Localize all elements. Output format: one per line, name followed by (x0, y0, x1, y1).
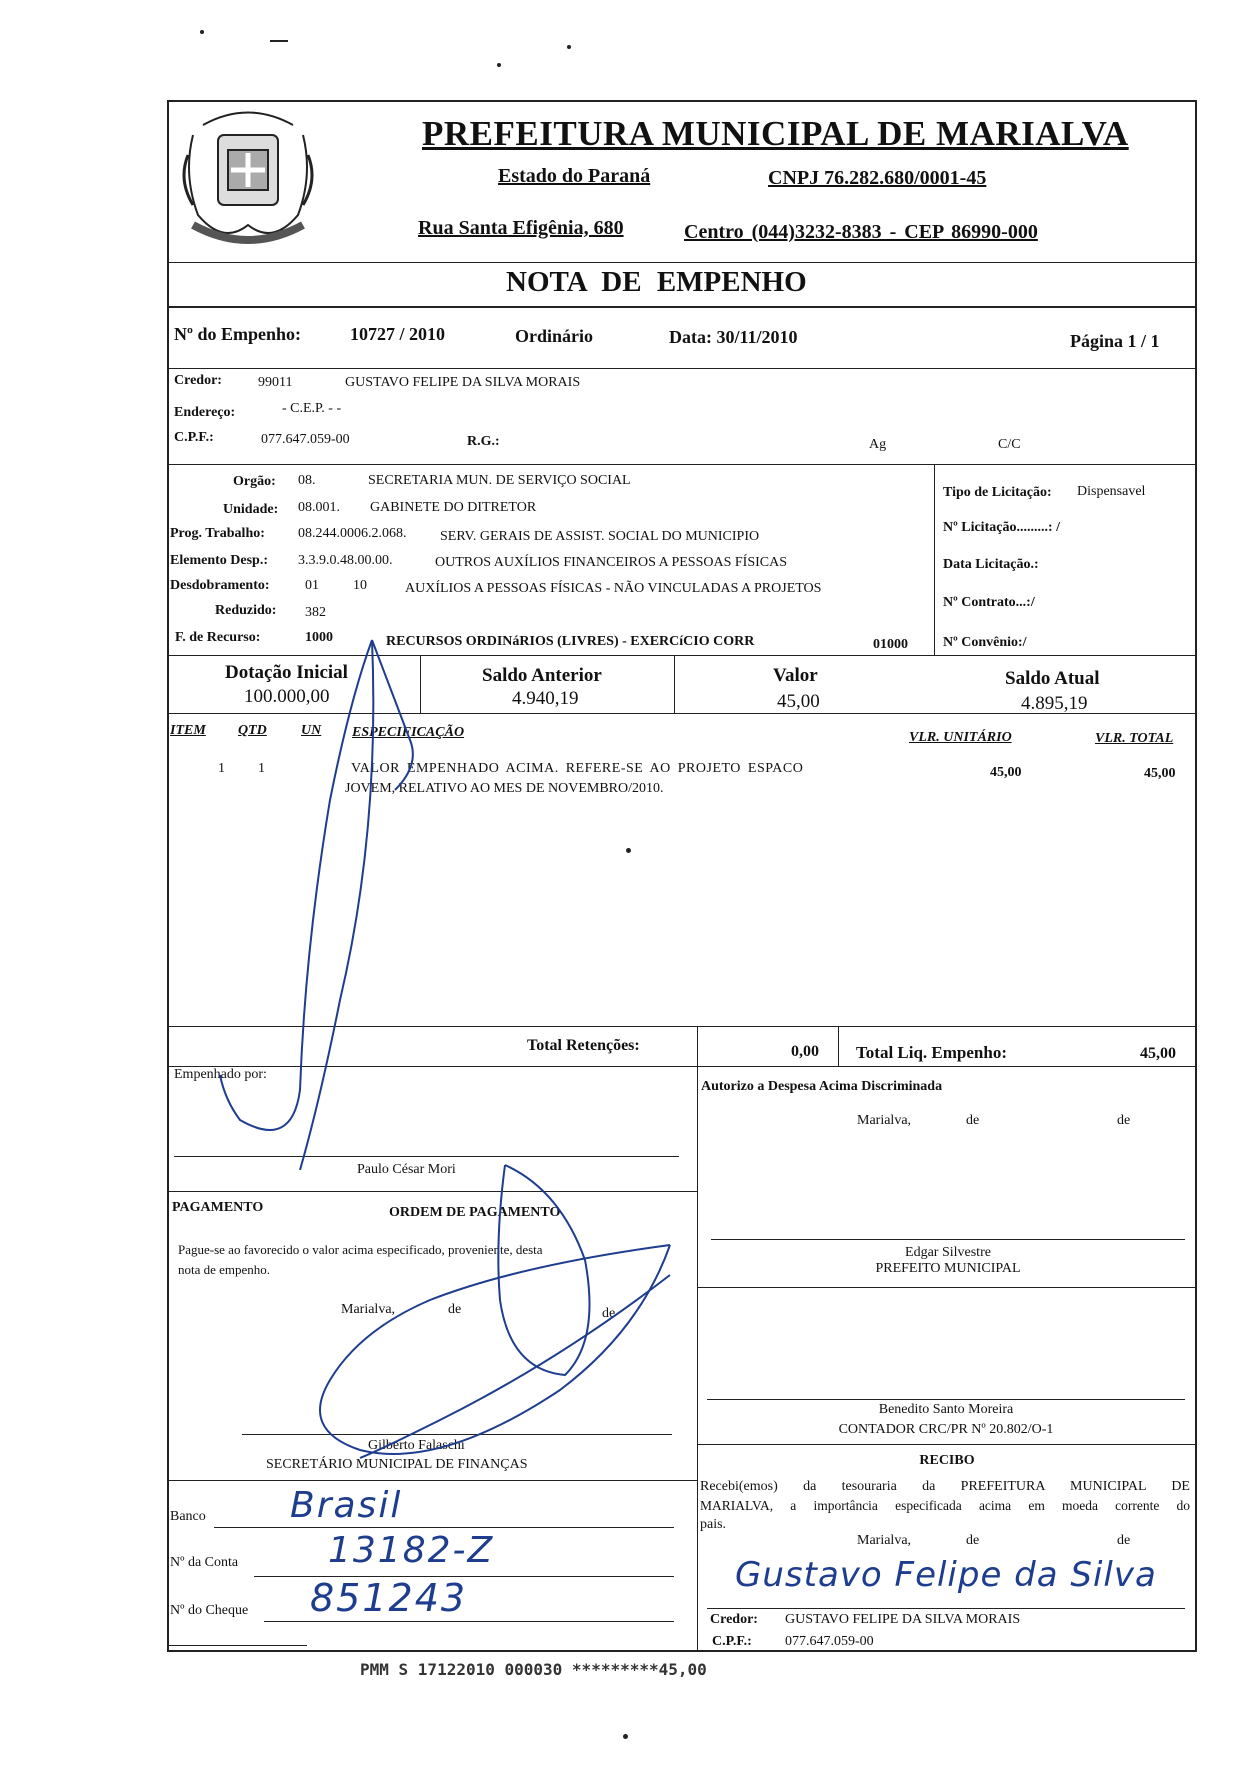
row-total: 45,00 (1144, 766, 1176, 781)
prog-label: Prog. Trabalho: (170, 526, 265, 541)
conta-value: 13182-Z (328, 1530, 495, 1571)
fonte-desc: RECURSOS ORDINáRIOS (LIVRES) - EXERCíCIO CORR (386, 634, 755, 649)
empenho-number: 10727 / 2010 (350, 324, 446, 344)
pagamento-text-1: Pague-se ao favorecido o valor acima especificado, proveniente, desta (178, 1242, 543, 1257)
rg-label: R.G.: (467, 434, 500, 449)
total-liquido-label: Total Liq. Empenho: (856, 1043, 1007, 1062)
pagamento-de2: de (602, 1306, 616, 1321)
row-unit: 45,00 (990, 765, 1022, 780)
valor-label: Valor (773, 665, 818, 686)
endereco-label: Endereço: (174, 405, 236, 420)
licitacao-data: Data Licitação.: (943, 557, 1039, 572)
recibo-signature: Gustavo Felipe da Silva (735, 1555, 1157, 1595)
pagamento-marialva: Marialva, (341, 1302, 396, 1317)
authentication-stamp: PMM S 17122010 000030 *********45,00 (360, 1660, 707, 1679)
endereco-value: - C.E.P. - - (282, 401, 342, 416)
unidade-label: Unidade: (223, 502, 279, 517)
secretario-title: SECRETÁRIO MUNICIPAL DE FINANÇAS (266, 1457, 528, 1472)
recibo-credor-value: GUSTAVO FELIPE DA SILVA MORAIS (785, 1612, 1021, 1627)
contador-name: Benedito Santo Moreira (878, 1402, 1014, 1417)
dotacao-inicial-value: 100.000,00 (244, 686, 330, 707)
pagamento-label: PAGAMENTO (172, 1200, 264, 1215)
elem-label: Elemento Desp.: (170, 553, 268, 568)
prefeito-name: Edgar Silvestre (905, 1245, 991, 1260)
row-espec-1: VALOR EMPENHADO ACIMA. REFERE-SE AO PROJETO ESPACO (351, 761, 804, 776)
elem-code: 3.3.9.0.48.00.00. (298, 553, 393, 568)
recibo-title: RECIBO (919, 1453, 975, 1468)
fonte-code2: 01000 (873, 637, 908, 652)
cnpj: CNPJ 76.282.680/0001-45 (768, 167, 987, 189)
credor-name: GUSTAVO FELIPE DA SILVA MORAIS (345, 375, 581, 390)
col-unit: VLR. UNITÁRIO (909, 730, 1012, 745)
empenho-number-label: Nº do Empenho: (174, 324, 301, 344)
recibo-text-2: MARIALVA, a importância especificada acima em moeda corrente do (700, 1498, 1190, 1513)
total-retencoes-value: 0,00 (791, 1043, 819, 1060)
col-espec: ESPECIFICAÇÃO (352, 725, 465, 740)
saldo-atual-value: 4.895,19 (1021, 693, 1088, 714)
reduzido-value: 382 (305, 605, 326, 620)
scan-dot (200, 30, 204, 34)
prog-desc: SERV. GERAIS DE ASSIST. SOCIAL DO MUNICIPIO (440, 529, 760, 544)
reduzido-label: Reduzido: (215, 603, 277, 618)
orgao-label: Orgão: (233, 474, 276, 489)
prog-code: 08.244.0006.2.068. (298, 526, 407, 541)
address: Rua Santa Efigênia, 680 (418, 217, 624, 239)
scan-dot (623, 1734, 628, 1739)
saldo-atual-label: Saldo Atual (1005, 668, 1100, 689)
total-liquido-value: 45,00 (1140, 1045, 1176, 1062)
banco-value: Brasil (290, 1485, 403, 1526)
col-item: ITEM (170, 723, 206, 738)
orgao-desc: SECRETARIA MUN. DE SERVIÇO SOCIAL (368, 473, 631, 488)
desd-code1: 01 (305, 578, 319, 593)
ag-label: Ag (869, 437, 887, 452)
scan-dot (497, 63, 501, 67)
cc-label: C/C (998, 437, 1021, 452)
cheque-label: Nº do Cheque (170, 1603, 249, 1618)
recibo-de1: de (966, 1533, 980, 1548)
unidade-desc: GABINETE DO DITRETOR (370, 500, 537, 515)
conta-label: Nº da Conta (170, 1555, 239, 1570)
empenhado-name: Paulo César Mori (357, 1162, 456, 1177)
saldo-anterior-label: Saldo Anterior (482, 665, 602, 686)
saldo-anterior-value: 4.940,19 (512, 688, 579, 709)
col-un: UN (301, 723, 322, 738)
cpf-value: 077.647.059-00 (261, 432, 350, 447)
empenho-date: Data: 30/11/2010 (669, 327, 798, 347)
col-total: VLR. TOTAL (1095, 731, 1174, 746)
pagamento-de1: de (448, 1302, 462, 1317)
ordem-pagamento-label: ORDEM DE PAGAMENTO (389, 1205, 561, 1220)
scan-dot (626, 848, 631, 853)
contact: Centro (044)3232-8383 - CEP 86990-000 (684, 221, 1038, 243)
licitacao-num: Nº Licitação.........: / (943, 520, 1060, 535)
autorizo-de2: de (1117, 1113, 1131, 1128)
fonte-code: 1000 (305, 630, 333, 645)
recibo-marialva: Marialva, (857, 1533, 912, 1548)
recibo-cpf-value: 077.647.059-00 (785, 1634, 874, 1649)
row-qtd: 1 (258, 761, 265, 776)
autorizo-de1: de (966, 1113, 980, 1128)
recibo-text-1: Recebi(emos) da tesouraria da PREFEITURA MUNICIPAL DE (700, 1479, 1190, 1494)
empenhado-label: Empenhado por: (174, 1067, 267, 1082)
contador-title: CONTADOR CRC/PR Nº 20.802/O-1 (838, 1422, 1054, 1437)
page-title: PREFEITURA MUNICIPAL DE MARIALVA (422, 114, 1129, 153)
elem-desc: OUTROS AUXÍLIOS FINANCEIROS A PESSOAS FÍSICAS (435, 555, 788, 570)
cpf-label: C.P.F.: (174, 430, 214, 445)
page-number: Página 1 / 1 (1070, 331, 1160, 351)
desd-code2: 10 (353, 578, 367, 593)
autorizo-marialva: Marialva, (857, 1113, 912, 1128)
recibo-credor-label: Credor: (710, 1612, 758, 1627)
desd-label: Desdobramento: (170, 578, 270, 593)
credor-code: 99011 (258, 375, 293, 390)
licitacao-tipo-label: Tipo de Licitação: (943, 485, 1052, 500)
row-espec-2: JOVEM, RELATIVO AO MES DE NOVEMBRO/2010. (345, 781, 664, 796)
state-name: Estado do Paraná (498, 165, 651, 187)
row-item: 1 (218, 761, 225, 776)
desd-desc: AUXÍLIOS A PESSOAS FÍSICAS - NÃO VINCULADAS A PROJETOS (405, 581, 822, 596)
contrato: Nº Contrato...:/ (943, 595, 1035, 610)
licitacao-tipo-value: Dispensavel (1077, 484, 1146, 499)
recibo-text-3: pais. (700, 1517, 727, 1532)
cheque-value: 851243 (310, 1576, 468, 1620)
empenho-type: Ordinário (515, 326, 594, 346)
fonte-label: F. de Recurso: (175, 630, 261, 645)
credor-label: Credor: (174, 373, 222, 388)
scan-dot (567, 45, 571, 49)
secretario-name: Gilberto Falaschi (368, 1438, 465, 1453)
autorizo-text: Autorizo a Despesa Acima Discriminada (701, 1079, 943, 1094)
prefeito-title: PREFEITO MUNICIPAL (875, 1261, 1021, 1276)
orgao-code: 08. (298, 473, 316, 488)
pagamento-text-2: nota de empenho. (178, 1262, 271, 1277)
recibo-cpf-label: C.P.F.: (712, 1634, 752, 1649)
total-retencoes-label: Total Retenções: (527, 1037, 640, 1054)
dotacao-inicial-label: Dotação Inicial (225, 662, 348, 683)
unidade-code: 08.001. (298, 500, 340, 515)
convenio: Nº Convênio:/ (943, 635, 1027, 650)
valor-value: 45,00 (777, 691, 820, 712)
scan-dot (270, 40, 288, 42)
banco-label: Banco (170, 1509, 206, 1524)
col-qtd: QTD (238, 723, 267, 738)
recibo-de2: de (1117, 1533, 1131, 1548)
doc-title: NOTA DE EMPENHO (506, 266, 807, 298)
